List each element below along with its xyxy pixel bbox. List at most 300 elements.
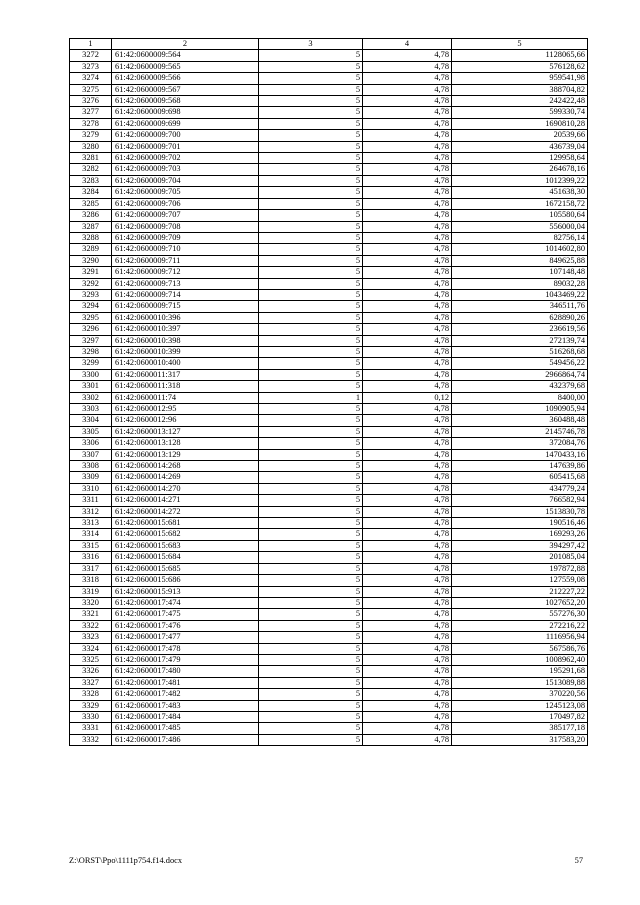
quantity-cell: 5 [259, 96, 363, 107]
amount-cell: 1008962,40 [452, 654, 588, 665]
rate-cell: 4,78 [363, 289, 452, 300]
table-row [70, 267, 588, 278]
rate-cell: 4,78 [363, 84, 452, 95]
amount-cell: 1027652,20 [452, 597, 588, 608]
row-number-cell: 3290 [70, 255, 112, 266]
row-number-cell: 3302 [70, 392, 112, 403]
cadastral-number-cell: 61:42:0600014:269 [112, 472, 259, 483]
cadastral-number-cell: 61:42:0600015:685 [112, 563, 259, 574]
table-row [70, 677, 588, 688]
row-number-cell: 3284 [70, 187, 112, 198]
amount-cell: 605415,68 [452, 472, 588, 483]
amount-cell: 360488,48 [452, 415, 588, 426]
table-row [70, 141, 588, 152]
cadastral-number-cell: 61:42:0600009:709 [112, 232, 259, 243]
quantity-cell: 5 [259, 73, 363, 84]
quantity-cell: 5 [259, 118, 363, 129]
quantity-cell: 5 [259, 221, 363, 232]
amount-cell: 556000,04 [452, 221, 588, 232]
row-number-cell: 3304 [70, 415, 112, 426]
quantity-cell: 5 [259, 461, 363, 472]
amount-cell: 1090905,94 [452, 404, 588, 415]
quantity-cell: 5 [259, 324, 363, 335]
row-number-cell: 3326 [70, 666, 112, 677]
quantity-cell: 5 [259, 50, 363, 61]
table-row [70, 175, 588, 186]
table-row [70, 187, 588, 198]
rate-cell: 4,78 [363, 381, 452, 392]
rate-cell: 4,78 [363, 575, 452, 586]
table-row [70, 632, 588, 643]
rate-cell: 4,78 [363, 255, 452, 266]
table-row [70, 495, 588, 506]
row-number-cell: 3301 [70, 381, 112, 392]
rate-cell: 4,78 [363, 118, 452, 129]
rate-cell: 4,78 [363, 210, 452, 221]
amount-cell: 436739,04 [452, 141, 588, 152]
row-number-cell: 3282 [70, 164, 112, 175]
rate-cell: 4,78 [363, 506, 452, 517]
cadastral-number-cell: 61:42:0600009:706 [112, 198, 259, 209]
table-row [70, 278, 588, 289]
cadastral-number-cell: 61:42:0600015:686 [112, 575, 259, 586]
row-number-cell: 3292 [70, 278, 112, 289]
row-number-cell: 3319 [70, 586, 112, 597]
table-row [70, 426, 588, 437]
rate-cell: 4,78 [363, 563, 452, 574]
quantity-cell: 5 [259, 495, 363, 506]
amount-cell: 1128065,66 [452, 50, 588, 61]
amount-cell: 195291,68 [452, 666, 588, 677]
quantity-cell: 5 [259, 438, 363, 449]
cadastral-number-cell: 61:42:0600014:271 [112, 495, 259, 506]
amount-cell: 516268,68 [452, 346, 588, 357]
rate-cell: 4,78 [363, 130, 452, 141]
table-row [70, 472, 588, 483]
amount-cell: 394297,42 [452, 540, 588, 551]
rate-cell: 4,78 [363, 518, 452, 529]
row-number-cell: 3293 [70, 289, 112, 300]
table-row [70, 620, 588, 631]
cadastral-number-cell: 61:42:0600017:482 [112, 689, 259, 700]
cadastral-number-cell: 61:42:0600017:483 [112, 700, 259, 711]
row-number-cell: 3288 [70, 232, 112, 243]
cadastral-number-cell: 61:42:0600012:96 [112, 415, 259, 426]
row-number-cell: 3330 [70, 711, 112, 722]
cadastral-number-cell: 61:42:0600009:703 [112, 164, 259, 175]
table-row [70, 73, 588, 84]
cadastral-number-cell: 61:42:0600011:317 [112, 369, 259, 380]
quantity-cell: 5 [259, 700, 363, 711]
rate-cell: 4,78 [363, 711, 452, 722]
rate-cell: 4,78 [363, 198, 452, 209]
cadastral-number-cell: 61:42:0600009:566 [112, 73, 259, 84]
amount-cell: 576128,62 [452, 61, 588, 72]
cadastral-number-cell: 61:42:0600017:475 [112, 609, 259, 620]
quantity-cell: 5 [259, 84, 363, 95]
amount-cell: 1672158,72 [452, 198, 588, 209]
table-row [70, 552, 588, 563]
cadastral-number-cell: 61:42:0600010:398 [112, 335, 259, 346]
rate-cell: 4,78 [363, 529, 452, 540]
quantity-cell: 5 [259, 244, 363, 255]
cadastral-number-cell: 61:42:0600009:708 [112, 221, 259, 232]
amount-cell: 432379,68 [452, 381, 588, 392]
cadastral-number-cell: 61:42:0600017:479 [112, 654, 259, 665]
quantity-cell: 5 [259, 153, 363, 164]
amount-cell: 236619,56 [452, 324, 588, 335]
quantity-cell: 5 [259, 267, 363, 278]
rate-cell: 4,78 [363, 175, 452, 186]
amount-cell: 1470433,16 [452, 449, 588, 460]
cadastral-number-cell: 61:42:0600010:400 [112, 358, 259, 369]
quantity-cell: 5 [259, 586, 363, 597]
cadastral-number-cell: 61:42:0600009:713 [112, 278, 259, 289]
table-row [70, 335, 588, 346]
table-row [70, 518, 588, 529]
row-number-cell: 3291 [70, 267, 112, 278]
rate-cell: 4,78 [363, 632, 452, 643]
amount-cell: 1690810,28 [452, 118, 588, 129]
amount-cell: 105580,64 [452, 210, 588, 221]
rate-cell: 4,78 [363, 540, 452, 551]
table-row [70, 529, 588, 540]
amount-cell: 1116956,94 [452, 632, 588, 643]
row-number-cell: 3297 [70, 335, 112, 346]
amount-cell: 147639,86 [452, 461, 588, 472]
rate-cell: 4,78 [363, 654, 452, 665]
cadastral-number-cell: 61:42:0600009:710 [112, 244, 259, 255]
row-number-cell: 3300 [70, 369, 112, 380]
amount-cell: 370220,56 [452, 689, 588, 700]
table-row [70, 689, 588, 700]
cadastral-number-cell: 61:42:0600017:477 [112, 632, 259, 643]
footer-file-path: Z:\ORST\Ppo\1111p754.f14.docx [69, 856, 183, 865]
rate-cell: 4,78 [363, 666, 452, 677]
amount-cell: 766582,94 [452, 495, 588, 506]
row-number-cell: 3323 [70, 632, 112, 643]
rate-cell: 4,78 [363, 96, 452, 107]
amount-cell: 82756,14 [452, 232, 588, 243]
table-row [70, 50, 588, 61]
table-row [70, 198, 588, 209]
table-row [70, 107, 588, 118]
cadastral-number-cell: 61:42:0600010:397 [112, 324, 259, 335]
quantity-cell: 1 [259, 392, 363, 403]
cadastral-number-cell: 61:42:0600017:474 [112, 597, 259, 608]
row-number-cell: 3320 [70, 597, 112, 608]
row-number-cell: 3275 [70, 84, 112, 95]
cadastral-number-cell: 61:42:0600013:127 [112, 426, 259, 437]
table-body [70, 39, 588, 746]
cadastral-number-cell: 61:42:0600015:683 [112, 540, 259, 551]
amount-cell: 127559,08 [452, 575, 588, 586]
rate-cell: 4,78 [363, 61, 452, 72]
quantity-cell: 5 [259, 563, 363, 574]
table-row [70, 346, 588, 357]
table-row [70, 289, 588, 300]
rate-cell: 4,78 [363, 415, 452, 426]
column-header: 4 [363, 39, 452, 50]
quantity-cell: 5 [259, 164, 363, 175]
row-number-cell: 3313 [70, 518, 112, 529]
rate-cell: 4,78 [363, 438, 452, 449]
rate-cell: 0,12 [363, 392, 452, 403]
table-row [70, 723, 588, 734]
cadastral-number-cell: 61:42:0600015:684 [112, 552, 259, 563]
rate-cell: 4,78 [363, 404, 452, 415]
amount-cell: 2966864,74 [452, 369, 588, 380]
quantity-cell: 5 [259, 107, 363, 118]
cadastral-number-cell: 61:42:0600012:95 [112, 404, 259, 415]
rate-cell: 4,78 [363, 586, 452, 597]
rate-cell: 4,78 [363, 153, 452, 164]
rate-cell: 4,78 [363, 267, 452, 278]
rate-cell: 4,78 [363, 734, 452, 745]
row-number-cell: 3315 [70, 540, 112, 551]
table-row [70, 324, 588, 335]
cadastral-number-cell: 61:42:0600010:396 [112, 312, 259, 323]
amount-cell: 8400,00 [452, 392, 588, 403]
quantity-cell: 5 [259, 677, 363, 688]
cadastral-number-cell: 61:42:0600017:481 [112, 677, 259, 688]
amount-cell: 197872,88 [452, 563, 588, 574]
cadastral-number-cell: 61:42:0600009:699 [112, 118, 259, 129]
cadastral-number-cell: 61:42:0600014:272 [112, 506, 259, 517]
table-row [70, 244, 588, 255]
quantity-cell: 5 [259, 426, 363, 437]
column-header: 1 [70, 39, 112, 50]
amount-cell: 451638,30 [452, 187, 588, 198]
amount-cell: 170497,82 [452, 711, 588, 722]
amount-cell: 385177,18 [452, 723, 588, 734]
row-number-cell: 3321 [70, 609, 112, 620]
row-number-cell: 3305 [70, 426, 112, 437]
cadastral-number-cell: 61:42:0600017:480 [112, 666, 259, 677]
cadastral-number-cell: 61:42:0600015:913 [112, 586, 259, 597]
amount-cell: 201085,04 [452, 552, 588, 563]
row-number-cell: 3324 [70, 643, 112, 654]
rate-cell: 4,78 [363, 335, 452, 346]
cadastral-number-cell: 61:42:0600009:567 [112, 84, 259, 95]
quantity-cell: 5 [259, 483, 363, 494]
amount-cell: 242422,48 [452, 96, 588, 107]
table-row [70, 255, 588, 266]
table-row [70, 506, 588, 517]
row-number-cell: 3285 [70, 198, 112, 209]
cadastral-number-cell: 61:42:0600009:564 [112, 50, 259, 61]
table-row [70, 153, 588, 164]
amount-cell: 212227,22 [452, 586, 588, 597]
row-number-cell: 3307 [70, 449, 112, 460]
cadastral-number-cell: 61:42:0600013:129 [112, 449, 259, 460]
rate-cell: 4,78 [363, 244, 452, 255]
row-number-cell: 3318 [70, 575, 112, 586]
row-number-cell: 3296 [70, 324, 112, 335]
quantity-cell: 5 [259, 529, 363, 540]
row-number-cell: 3272 [70, 50, 112, 61]
amount-cell: 599330,74 [452, 107, 588, 118]
row-number-cell: 3306 [70, 438, 112, 449]
rate-cell: 4,78 [363, 449, 452, 460]
quantity-cell: 5 [259, 198, 363, 209]
cadastral-number-cell: 61:42:0600017:478 [112, 643, 259, 654]
table-row [70, 449, 588, 460]
quantity-cell: 5 [259, 620, 363, 631]
quantity-cell: 5 [259, 141, 363, 152]
data-table [69, 38, 588, 746]
amount-cell: 628890,26 [452, 312, 588, 323]
table-row [70, 597, 588, 608]
rate-cell: 4,78 [363, 358, 452, 369]
row-number-cell: 3325 [70, 654, 112, 665]
quantity-cell: 5 [259, 506, 363, 517]
table-row [70, 84, 588, 95]
rate-cell: 4,78 [363, 483, 452, 494]
row-number-cell: 3310 [70, 483, 112, 494]
row-number-cell: 3322 [70, 620, 112, 631]
row-number-cell: 3294 [70, 301, 112, 312]
rate-cell: 4,78 [363, 620, 452, 631]
amount-cell: 346511,76 [452, 301, 588, 312]
rate-cell: 4,78 [363, 187, 452, 198]
quantity-cell: 5 [259, 689, 363, 700]
table-row [70, 381, 588, 392]
row-number-cell: 3287 [70, 221, 112, 232]
rate-cell: 4,78 [363, 643, 452, 654]
cadastral-number-cell: 61:42:0600013:128 [112, 438, 259, 449]
quantity-cell: 5 [259, 632, 363, 643]
row-number-cell: 3281 [70, 153, 112, 164]
quantity-cell: 5 [259, 415, 363, 426]
row-number-cell: 3327 [70, 677, 112, 688]
quantity-cell: 5 [259, 643, 363, 654]
row-number-cell: 3311 [70, 495, 112, 506]
cadastral-number-cell: 61:42:0600009:701 [112, 141, 259, 152]
table-row [70, 312, 588, 323]
quantity-cell: 5 [259, 289, 363, 300]
table-row [70, 654, 588, 665]
table-row [70, 575, 588, 586]
quantity-cell: 5 [259, 278, 363, 289]
quantity-cell: 5 [259, 654, 363, 665]
rate-cell: 4,78 [363, 461, 452, 472]
rate-cell: 4,78 [363, 50, 452, 61]
quantity-cell: 5 [259, 540, 363, 551]
amount-cell: 372084,76 [452, 438, 588, 449]
table-row [70, 438, 588, 449]
table-row [70, 130, 588, 141]
quantity-cell: 5 [259, 404, 363, 415]
amount-cell: 959541,98 [452, 73, 588, 84]
quantity-cell: 5 [259, 312, 363, 323]
row-number-cell: 3289 [70, 244, 112, 255]
cadastral-number-cell: 61:42:0600014:268 [112, 461, 259, 472]
rate-cell: 4,78 [363, 472, 452, 483]
rate-cell: 4,78 [363, 552, 452, 563]
cadastral-number-cell: 61:42:0600009:715 [112, 301, 259, 312]
rate-cell: 4,78 [363, 312, 452, 323]
table-row [70, 609, 588, 620]
amount-cell: 20539,66 [452, 130, 588, 141]
cadastral-number-cell: 61:42:0600011:318 [112, 381, 259, 392]
cadastral-number-cell: 61:42:0600015:681 [112, 518, 259, 529]
page-number: 57 [574, 856, 583, 865]
row-number-cell: 3308 [70, 461, 112, 472]
rate-cell: 4,78 [363, 369, 452, 380]
amount-cell: 190516,46 [452, 518, 588, 529]
table-row [70, 61, 588, 72]
cadastral-number-cell: 61:42:0600017:476 [112, 620, 259, 631]
amount-cell: 169293,26 [452, 529, 588, 540]
quantity-cell: 5 [259, 335, 363, 346]
quantity-cell: 5 [259, 552, 363, 563]
rate-cell: 4,78 [363, 301, 452, 312]
row-number-cell: 3331 [70, 723, 112, 734]
table-header-row [70, 39, 588, 50]
table-row [70, 540, 588, 551]
amount-cell: 89032,28 [452, 278, 588, 289]
cadastral-number-cell: 61:42:0600009:565 [112, 61, 259, 72]
row-number-cell: 3283 [70, 175, 112, 186]
quantity-cell: 5 [259, 210, 363, 221]
table-row [70, 586, 588, 597]
row-number-cell: 3295 [70, 312, 112, 323]
row-number-cell: 3277 [70, 107, 112, 118]
cadastral-number-cell: 61:42:0600009:700 [112, 130, 259, 141]
row-number-cell: 3303 [70, 404, 112, 415]
amount-cell: 567586,76 [452, 643, 588, 654]
table-row [70, 232, 588, 243]
cadastral-number-cell: 61:42:0600009:714 [112, 289, 259, 300]
row-number-cell: 3328 [70, 689, 112, 700]
row-number-cell: 3298 [70, 346, 112, 357]
quantity-cell: 5 [259, 597, 363, 608]
quantity-cell: 5 [259, 255, 363, 266]
table-row [70, 483, 588, 494]
amount-cell: 1014602,80 [452, 244, 588, 255]
quantity-cell: 5 [259, 711, 363, 722]
quantity-cell: 5 [259, 187, 363, 198]
column-header: 2 [112, 39, 259, 50]
cadastral-number-cell: 61:42:0600017:485 [112, 723, 259, 734]
amount-cell: 317583,20 [452, 734, 588, 745]
row-number-cell: 3314 [70, 529, 112, 540]
table-row [70, 369, 588, 380]
rate-cell: 4,78 [363, 495, 452, 506]
row-number-cell: 3299 [70, 358, 112, 369]
cadastral-number-cell: 61:42:0600009:702 [112, 153, 259, 164]
row-number-cell: 3286 [70, 210, 112, 221]
rate-cell: 4,78 [363, 164, 452, 175]
rate-cell: 4,78 [363, 73, 452, 84]
rate-cell: 4,78 [363, 346, 452, 357]
amount-cell: 1012399,22 [452, 175, 588, 186]
amount-cell: 1043469,22 [452, 289, 588, 300]
cadastral-number-cell: 61:42:0600017:486 [112, 734, 259, 745]
cadastral-number-cell: 61:42:0600009:698 [112, 107, 259, 118]
quantity-cell: 5 [259, 609, 363, 620]
table-row [70, 666, 588, 677]
cadastral-number-cell: 61:42:0600009:712 [112, 267, 259, 278]
amount-cell: 1513830,78 [452, 506, 588, 517]
quantity-cell: 5 [259, 61, 363, 72]
cadastral-number-cell: 61:42:0600014:270 [112, 483, 259, 494]
amount-cell: 264678,16 [452, 164, 588, 175]
rate-cell: 4,78 [363, 677, 452, 688]
quantity-cell: 5 [259, 449, 363, 460]
rate-cell: 4,78 [363, 221, 452, 232]
